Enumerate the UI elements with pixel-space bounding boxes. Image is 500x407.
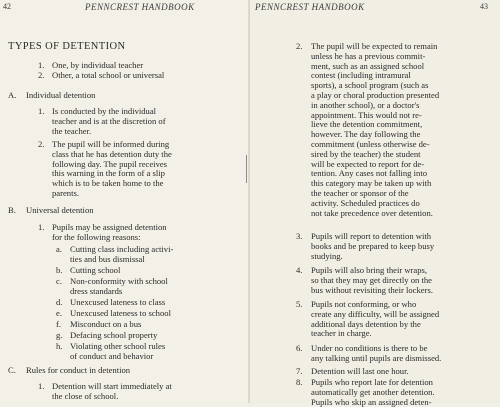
- b-item-1-text: Pupils may be assigned detention for the following reasons:: [52, 222, 167, 242]
- reason-d-letter: d.: [56, 297, 63, 307]
- reason-g-text: Defacing school property: [70, 330, 158, 340]
- r-item-3-num: 3.: [296, 231, 303, 241]
- intro-num-1: 1.: [38, 60, 45, 70]
- section-b-letter: B.: [8, 205, 16, 215]
- a-item-2-text: The pupil will be informed during class that he has detention duty the following day. The pupil receives this warning in the form of a slip which is to be taken home to the parents.: [52, 139, 172, 198]
- r-item-6-num: 6.: [296, 343, 303, 353]
- reason-f-text: Misconduct on a bus: [70, 319, 142, 329]
- reason-h-text: Violating other school rules of conduct and behavior: [70, 341, 166, 361]
- r-item-6-text: Under no conditions is there to be any talking until pupils are dismissed.: [311, 343, 442, 363]
- running-head-left: PENNCREST HANDBOOK: [85, 2, 195, 12]
- section-c-letter: C.: [8, 365, 16, 375]
- r-item-3-text: Pupils will report to detention with books and be prepared to keep busy studying.: [311, 231, 435, 261]
- a-item-1-text: Is conducted by the individual teacher and is at the discretion of the teacher.: [52, 106, 166, 136]
- c-item-1-text: Detention will start immediately at the close of school.: [52, 381, 172, 401]
- section-b-title: Universal detention: [26, 205, 94, 215]
- right-page: [250, 0, 500, 407]
- page-number-right: 43: [480, 2, 488, 11]
- r-item-2-text: The pupil will be expected to remain unless he has a previous commit- ment, such as an assigned school contest (including intramural sports), a school program (such as a play or choral production presented in another school), or a doctor's appointment. This would not re- lieve the detention commitment, however. The day following the commitment (unless otherwise de- sired by the teacher) the student will be expected to report for de- tention. Any cases not falling into this category may be taken up with the teacher or sponsor of the activity. Scheduled practices do not take precedence over detention.: [311, 41, 440, 218]
- reason-d-text: Unexcused lateness to class: [70, 297, 166, 307]
- reason-c-letter: c.: [56, 276, 62, 286]
- intro-text-2: Other, a total school or universal: [52, 70, 165, 80]
- reason-g-letter: g.: [56, 330, 63, 340]
- reason-f-letter: f.: [56, 319, 62, 329]
- reason-c-text: Non-conformity with school dress standards: [70, 276, 168, 296]
- r-item-5-text: Pupils not conforming, or who create any difficulty, will be assigned additional days detention by the teacher in charge.: [311, 299, 440, 339]
- a-item-1-num: 1.: [38, 106, 45, 116]
- c-item-1-num: 1.: [38, 381, 45, 391]
- r-item-8-num: 8.: [296, 377, 303, 387]
- reason-a-text: Cutting class including activi- ties and bus dismissal: [70, 244, 174, 264]
- section-title: TYPES OF DETENTION: [8, 41, 126, 52]
- reason-b-letter: b.: [56, 265, 63, 275]
- reason-b-text: Cutting school: [70, 265, 121, 275]
- intro-text-1: One, by individual teacher: [52, 60, 144, 70]
- b-item-1-num: 1.: [38, 222, 45, 232]
- r-item-5-num: 5.: [296, 299, 303, 309]
- section-a-title: Individual detention: [26, 90, 96, 100]
- intro-num-2: 2.: [38, 70, 45, 80]
- gutter-mark: [246, 155, 247, 183]
- section-c-title: Rules for conduct in detention: [26, 365, 131, 375]
- r-item-4-text: Pupils will also bring their wraps, so that they may get directly on the bus without revisiting their lockers.: [311, 265, 433, 295]
- r-item-7-num: 7.: [296, 366, 303, 376]
- page-number-left: 42: [3, 2, 11, 11]
- left-page: [0, 0, 249, 403]
- r-item-4-num: 4.: [296, 265, 303, 275]
- a-item-2-num: 2.: [38, 139, 45, 149]
- reason-e-letter: e.: [56, 308, 62, 318]
- r-item-8-text: Pupils who report late for detention automatically get another detention. Pupils who skip an assigned deten-: [311, 377, 435, 407]
- r-item-2-num: 2.: [296, 41, 303, 51]
- section-a-letter: A.: [8, 90, 17, 100]
- reason-a-letter: a.: [56, 244, 62, 254]
- running-head-right: PENNCREST HANDBOOK: [255, 2, 365, 12]
- reason-h-letter: h.: [56, 341, 63, 351]
- r-item-7-text: Detention will last one hour.: [311, 366, 409, 376]
- reason-e-text: Unexcused lateness to school: [70, 308, 171, 318]
